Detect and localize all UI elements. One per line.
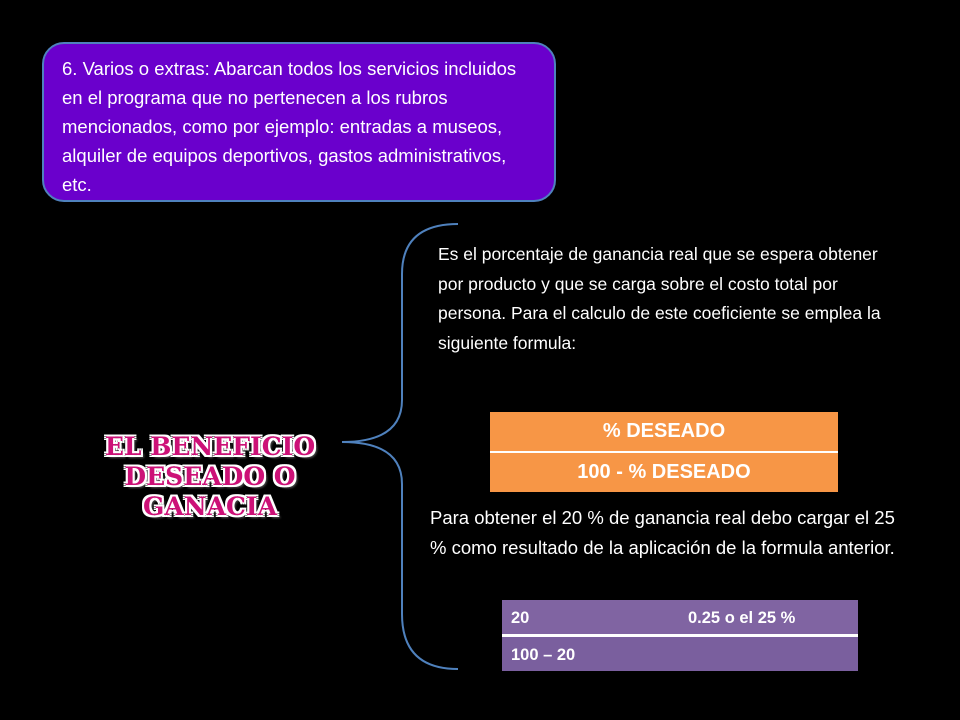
- formula-numerator: % DESEADO: [490, 412, 838, 451]
- title-line-3: GANACIA: [143, 492, 277, 521]
- note-text: 6. Varios o extras: Abarcan todos los servicios incluidos en el programa que no pertenecen a los rubros mencionados, como por ejemplo: entradas a museos, alquiler de equipos deportivos, gastos administrativos, etc.: [62, 58, 517, 195]
- calculation-table: [502, 600, 858, 671]
- calc-result: 0.25 o el 25 %: [688, 609, 796, 627]
- section-title: [100, 432, 320, 522]
- formula-denominator: 100 - % DESEADO: [490, 453, 838, 492]
- formula-table: [490, 412, 838, 492]
- calc-denominator: 100 – 20: [511, 646, 576, 664]
- example-text: Para obtener el 20 % de ganancia real debo cargar el 25 % como resultado de la aplicación de la formula anterior.: [430, 507, 895, 558]
- calc-row-numerator: [502, 600, 858, 634]
- title-line-1: EL BENEFICIO: [104, 432, 316, 461]
- calc-row-denominator: [502, 637, 858, 671]
- calc-numerator: 20: [511, 609, 530, 627]
- description-text: Es el porcentaje de ganancia real que se espera obtener por producto y que se carga sobre el costo total por persona. Para el calculo de este coeficiente se emplea la siguiente formula:: [438, 244, 881, 353]
- title-line-2: DESEADO O: [124, 462, 296, 491]
- note-box: [42, 42, 556, 202]
